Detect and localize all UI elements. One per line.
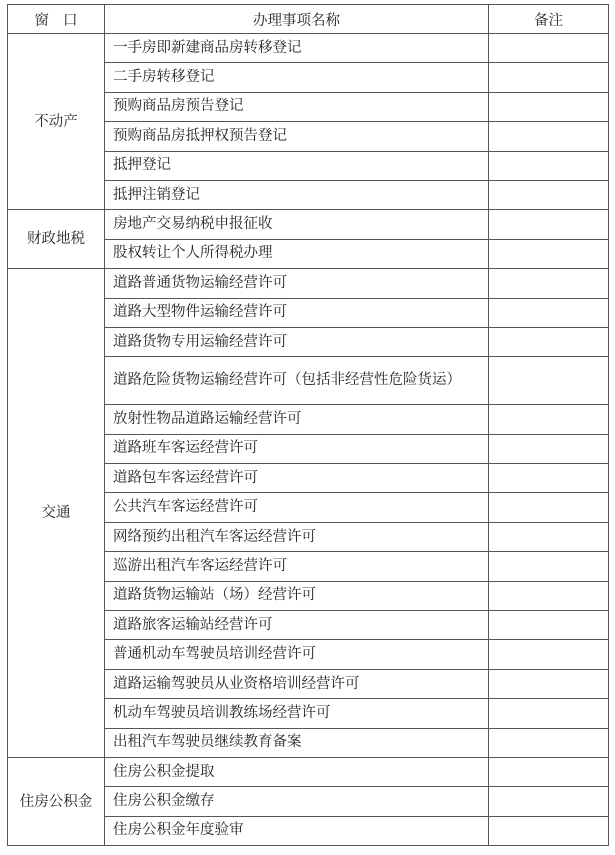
- note-cell: [489, 298, 609, 327]
- window-cell: 住房公积金: [8, 757, 105, 845]
- item-name-cell: 预购商品房抵押权预告登记: [105, 122, 489, 151]
- item-name-cell: 网络预约出租汽车客运经营许可: [105, 522, 489, 551]
- table-row: [8, 210, 609, 239]
- note-cell: [489, 180, 609, 209]
- note-cell: [489, 493, 609, 522]
- note-cell: [489, 757, 609, 786]
- note-cell: [489, 405, 609, 434]
- table-row: [8, 269, 609, 298]
- note-cell: [489, 210, 609, 239]
- item-name-cell: 出租汽车驾驶员继续教育备案: [105, 728, 489, 757]
- table-body: [8, 34, 609, 846]
- header-note: 备注: [489, 5, 609, 34]
- note-cell: [489, 357, 609, 405]
- item-name-cell: 公共汽车客运经营许可: [105, 493, 489, 522]
- item-name-cell: 道路普通货物运输经营许可: [105, 269, 489, 298]
- item-name-cell: 股权转让个人所得税办理: [105, 239, 489, 268]
- item-name-cell: 住房公积金年度验审: [105, 816, 489, 845]
- service-items-table: [7, 4, 609, 846]
- item-name-cell: 二手房转移登记: [105, 63, 489, 92]
- note-cell: [489, 669, 609, 698]
- item-name-cell: 房地产交易纳税申报征收: [105, 210, 489, 239]
- note-cell: [489, 269, 609, 298]
- item-name-cell: 巡游出租汽车客运经营许可: [105, 552, 489, 581]
- item-name-cell: 道路大型物件运输经营许可: [105, 298, 489, 327]
- note-cell: [489, 728, 609, 757]
- note-cell: [489, 640, 609, 669]
- table-row: [8, 34, 609, 63]
- note-cell: [489, 122, 609, 151]
- item-name-cell: 道路班车客运经营许可: [105, 434, 489, 463]
- header-window-label: 窗口: [34, 12, 92, 29]
- note-cell: [489, 522, 609, 551]
- note-cell: [489, 699, 609, 728]
- note-cell: [489, 787, 609, 816]
- note-cell: [489, 327, 609, 356]
- item-name-cell: 抵押注销登记: [105, 180, 489, 209]
- item-name-cell: 住房公积金缴存: [105, 787, 489, 816]
- note-cell: [489, 816, 609, 845]
- item-name-cell: 道路危险货物运输经营许可（包括非经营性危险货运）: [105, 357, 489, 405]
- note-cell: [489, 63, 609, 92]
- item-name-cell: 住房公积金提取: [105, 757, 489, 786]
- note-cell: [489, 434, 609, 463]
- note-cell: [489, 34, 609, 63]
- table-header-row: [8, 5, 609, 34]
- note-cell: [489, 581, 609, 610]
- item-name-cell: 道路包车客运经营许可: [105, 464, 489, 493]
- table-row: [8, 757, 609, 786]
- note-cell: [489, 92, 609, 121]
- note-cell: [489, 611, 609, 640]
- item-name-cell: 抵押登记: [105, 151, 489, 180]
- item-name-cell: 机动车驾驶员培训教练场经营许可: [105, 699, 489, 728]
- item-name-cell: 一手房即新建商品房转移登记: [105, 34, 489, 63]
- item-name-cell: 道路运输驾驶员从业资格培训经营许可: [105, 669, 489, 698]
- window-cell: 交通: [8, 269, 105, 758]
- header-item-name: 办理事项名称: [105, 5, 489, 34]
- note-cell: [489, 151, 609, 180]
- item-name-cell: 放射性物品道路运输经营许可: [105, 405, 489, 434]
- note-cell: [489, 239, 609, 268]
- note-cell: [489, 464, 609, 493]
- item-name-cell: 道路货物运输站（场）经营许可: [105, 581, 489, 610]
- header-window: [8, 5, 105, 34]
- item-name-cell: 预购商品房预告登记: [105, 92, 489, 121]
- window-cell: 不动产: [8, 34, 105, 210]
- window-cell: 财政地税: [8, 210, 105, 269]
- item-name-cell: 道路货物专用运输经营许可: [105, 327, 489, 356]
- note-cell: [489, 552, 609, 581]
- item-name-cell: 道路旅客运输站经营许可: [105, 611, 489, 640]
- item-name-cell: 普通机动车驾驶员培训经营许可: [105, 640, 489, 669]
